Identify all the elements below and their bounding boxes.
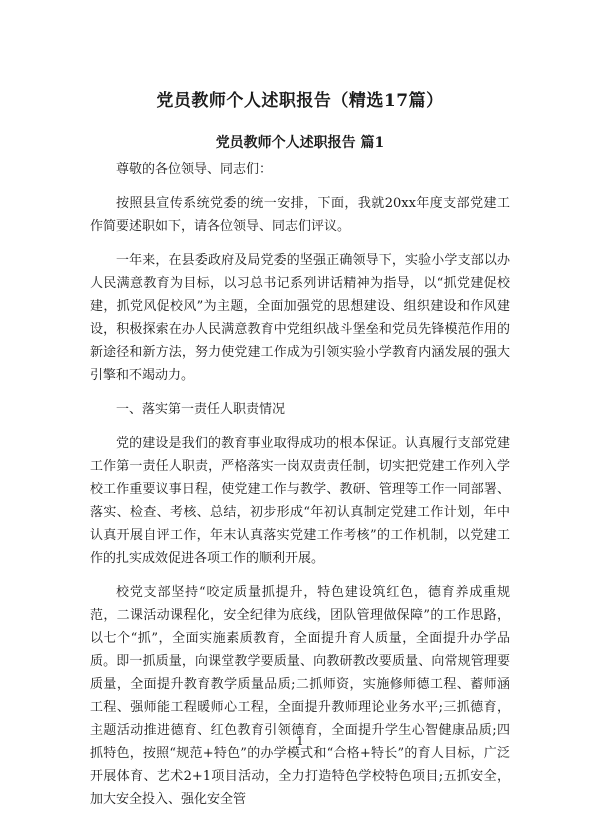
document-body	[90, 158, 510, 822]
page-number: 1	[296, 734, 304, 748]
paragraph: 党的建设是我们的教育事业取得成功的根本保证。认真履行支部党建工作第一责任人职责，严格落实一岗双责责任制，切实把党建工作列入学校工作重要议事日程，使党建工作与教学、教研、管理等工作一同部署、落实、检查、考核、总结，初步形成“年初认真制定党建工作计划，年中认真开展自评工作，年末认真落实党建工作考核”的工作机制，以党建工作的扎实成效促进各项工作的顺利开展。	[90, 436, 510, 566]
salutation: 尊敬的各位领导、同志们：	[116, 162, 273, 177]
paragraph: 一年来，在县委政府及局党委的坚强正确领导下，实验小学支部以办人民满意教育为目标，以习总书记系列讲话精神为指导，以“抓党建促校建，抓党风促校风”为主题，全面加强党的思想建设、组织建设和作风建设，积极探索在办人民满意教育中党组织战斗堡垒和党员先锋模范作用的新途径和新方法，努力使党建工作成为引领实验小学教育内涵发展的强大引擎和不竭动力。	[90, 253, 510, 383]
paragraph: 按照县宣传系统党委的统一安排，下面，我就20xx年度支部党建工作简要述职如下，请各位领导、同志们评议。	[90, 196, 510, 234]
section-title: 党员教师个人述职报告 篇1	[215, 135, 385, 151]
document-title: 党员教师个人述职报告（精选17篇）	[156, 91, 444, 111]
paragraph: 校党支部坚持“咬定质量抓提升，特色建设筑红色，德育养成重规范，二课活动课程化，安全纪律为底线，团队管理做保障”的工作思路，以七个“抓”，全面实施素质教育，全面提升育人质量，全面提升办学品质。即一抓质量，向课堂教学要质量、向教研教改要质量、向常规管理要质量，全面提升教育教学质量品质;二抓师资，实施修师德工程、蓄师涵工程、强师能工程暖师心工程，全面提升教师理论业务水平;三抓德育，主题活动推进德育、红色教育引领德育，全面提升学生心智健康品质;四抓特色，按照“规范+特色”的办学模式和“合格+特长”的育人目标，广泛开展体育、艺术2+1项目活动，全力打造特色学校特色项目;五抓安全，加大安全投入、强化安全管	[90, 585, 510, 807]
section-heading: 一、落实第一责任人职责情况	[116, 402, 286, 417]
